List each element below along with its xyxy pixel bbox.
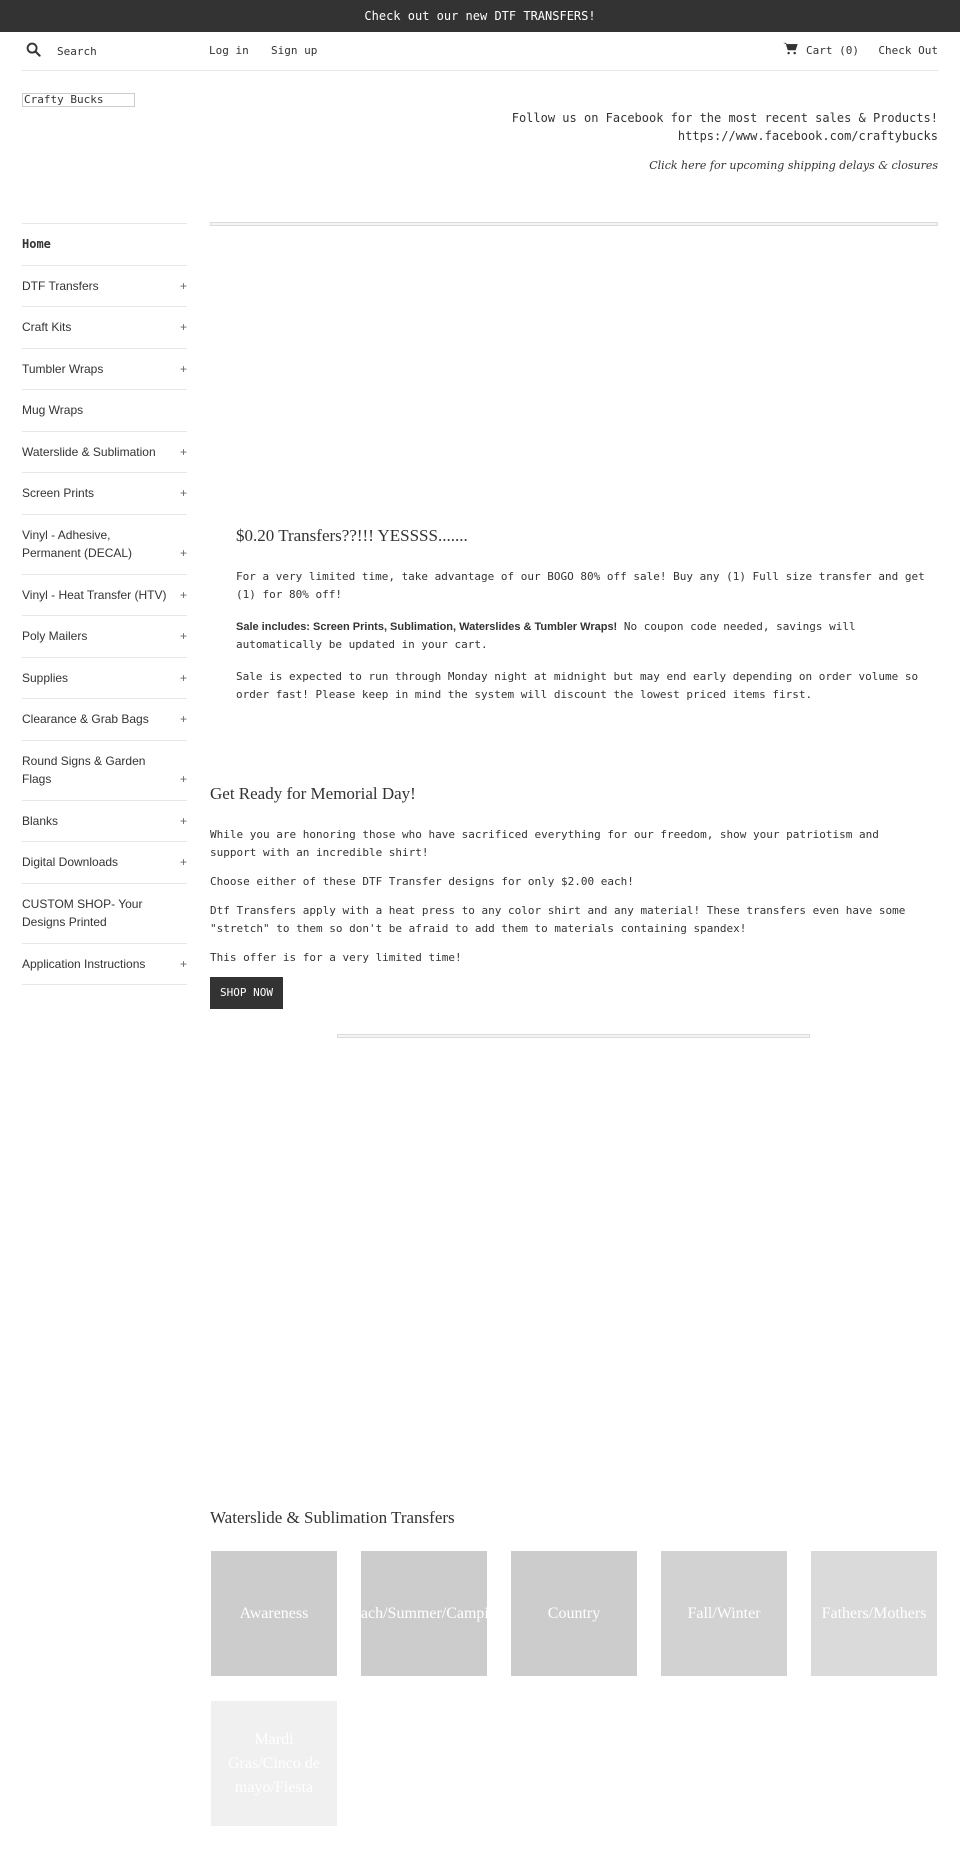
promo-title: $0.20 Transfers??!!! YESSSS....... [236,526,468,545]
signup-link[interactable]: Sign up [271,44,318,57]
sidebar-item-label: CUSTOM SHOP- Your Designs Printed [22,896,143,929]
collection-tile-label: Awareness [239,1604,309,1622]
collection-tile[interactable] [511,1551,637,1676]
expand-plus-icon[interactable]: + [179,486,187,500]
expand-plus-icon[interactable]: + [179,855,187,869]
sidebar-item-waterslide-sublimation[interactable] [22,432,187,474]
collection-title: Waterslide & Sublimation Transfers [210,1508,455,1527]
sidebar-item-tumbler-wraps[interactable] [22,349,187,391]
sidebar-item-poly-mailers[interactable] [22,616,187,658]
sidebar-item-label: Clearance & Grab Bags [22,712,149,726]
promo-section-memorial-day [210,783,910,1009]
expand-plus-icon[interactable]: + [179,956,187,971]
sidebar-item-label: DTF Transfers [22,278,99,293]
promo-title: Get Ready for Memorial Day! [210,784,416,803]
promo-section-sale [236,525,936,704]
cart-link[interactable] [783,42,859,58]
collection-tile-label: Beach/Summer/Camping [343,1604,505,1622]
search-input[interactable] [57,45,167,58]
cart-label: Cart (0) [806,43,859,57]
sidebar-item-label: Digital Downloads [22,855,119,869]
sidebar-item-label: Waterslide & Sublimation [22,444,156,459]
collection-tile-label: Mardi Gras/Cinco de mayo/Fiesta [228,1730,320,1796]
sidebar-item-screen-prints[interactable] [22,473,187,515]
expand-plus-icon[interactable]: + [179,712,187,726]
sidebar-item-label: Vinyl - Heat Transfer (HTV) [22,587,167,602]
expand-plus-icon[interactable]: + [179,320,187,334]
collection-tile[interactable] [811,1551,937,1676]
sidebar-item-blanks[interactable] [22,801,187,843]
announcement-text[interactable]: Check out our new DTF TRANSFERS! [364,9,596,23]
shop-now-button[interactable]: SHOP NOW [210,977,283,1009]
search-form [26,42,167,60]
sidebar-item-label: Round Signs & Garden Flags [22,753,146,786]
sidebar-item-label: Poly Mailers [22,629,88,643]
collection-tile-label: Fall/Winter [687,1604,761,1622]
sidebar-item-home[interactable] [22,224,187,266]
sidebar-navigation [22,223,187,985]
collection-tile-label: Fathers/Mothers [821,1604,927,1622]
sidebar-item-label: Vinyl - Adhesive, Permanent (DECAL) [22,527,133,560]
expand-plus-icon[interactable]: + [179,813,187,828]
collection-section [210,1507,960,1796]
promo-paragraph: Choose either of these DTF Transfer designs for only $2.00 each! [210,875,634,888]
sidebar-item-label: Blanks [22,813,59,828]
cart-icon [783,42,798,58]
promo-paragraph [236,618,936,654]
sidebar-item-clearance-grab-bags[interactable] [22,699,187,741]
announcement-bar[interactable] [0,0,960,32]
collection-tile[interactable] [211,1701,337,1826]
sidebar-item-craft-kits[interactable] [22,307,187,349]
expand-plus-icon[interactable]: + [179,587,187,602]
slideshow-placeholder [210,222,938,226]
collection-tile[interactable] [343,1551,505,1676]
collection-tile[interactable] [211,1551,337,1676]
expand-plus-icon[interactable]: + [179,629,187,643]
facebook-message: Follow us on Facebook for the most recent sales & Products! [511,111,938,125]
site-logo[interactable]: Crafty Bucks [22,93,135,107]
collection-tile-label: Country [547,1604,601,1622]
sidebar-item-vinyl-heat-transfer-htv[interactable] [22,575,187,617]
promo-paragraph: Sale is expected to run through Monday night at midnight but may end early depending on order volume so order fast! Please keep in mind the system will discount the lowest priced items first. [236,670,919,701]
coupon-text: No coupon code needed, savings will automatically be updated in your cart. [236,620,856,651]
sidebar-item-application-instructions[interactable] [22,944,187,986]
sale-includes-text: Sale includes: Screen Prints, Sublimation, Waterslides & Tumbler Wraps! [236,621,618,633]
sidebar-item-supplies[interactable] [22,658,187,700]
expand-plus-icon[interactable]: + [179,546,187,560]
expand-plus-icon[interactable]: + [179,278,187,293]
sidebar-item-dtf-transfers[interactable] [22,266,187,308]
sidebar-item-round-signs-garden-flags[interactable] [22,741,187,801]
video-placeholder [337,1034,810,1038]
sidebar-item-label: Supplies [22,670,69,685]
login-link[interactable]: Log in [209,44,249,57]
sidebar-item-vinyl-adhesive-permanent-decal[interactable] [22,515,187,575]
collection-tile[interactable] [661,1551,787,1676]
expand-plus-icon[interactable]: + [179,772,187,786]
facebook-url: https://www.facebook.com/craftybucks [677,129,938,143]
promo-paragraph: Dtf Transfers apply with a heat press to any color shirt and any material! These transfers even have some "stretch" to them so don't be afraid to add them to materials containing spandex! [210,904,906,935]
promo-paragraph: This offer is for a very limited time! [210,951,462,964]
promo-paragraph: While you are honoring those who have sacrificed everything for our freedom, show your patriotism and support with an incredible shirt! [210,828,879,859]
sidebar-item-label: Application Instructions [22,956,146,971]
sidebar-item-custom-shop-your-designs-printed[interactable] [22,884,187,944]
sidebar-item-mug-wraps[interactable] [22,390,187,432]
expand-plus-icon[interactable]: + [179,361,187,376]
header-message [512,109,938,175]
sidebar-item-label: Tumbler Wraps [22,361,104,376]
promo-paragraph: For a very limited time, take advantage of our BOGO 80% off sale! Buy any (1) Full size transfer and get (1) for 80% off! [236,570,925,601]
expand-plus-icon[interactable]: + [179,670,187,685]
top-navigation [22,32,938,71]
shipping-delays-link[interactable]: Click here for upcoming shipping delays & closures [649,159,938,172]
sidebar-item-label: Craft Kits [22,320,72,334]
expand-plus-icon[interactable]: + [179,444,187,459]
search-icon[interactable] [26,42,41,60]
sidebar-item-label: Screen Prints [22,486,95,500]
checkout-link[interactable]: Check Out [878,44,938,57]
sidebar-item-digital-downloads[interactable] [22,842,187,884]
sidebar-item-label: Mug Wraps [22,403,84,417]
sidebar-item-label: Home [22,237,51,251]
